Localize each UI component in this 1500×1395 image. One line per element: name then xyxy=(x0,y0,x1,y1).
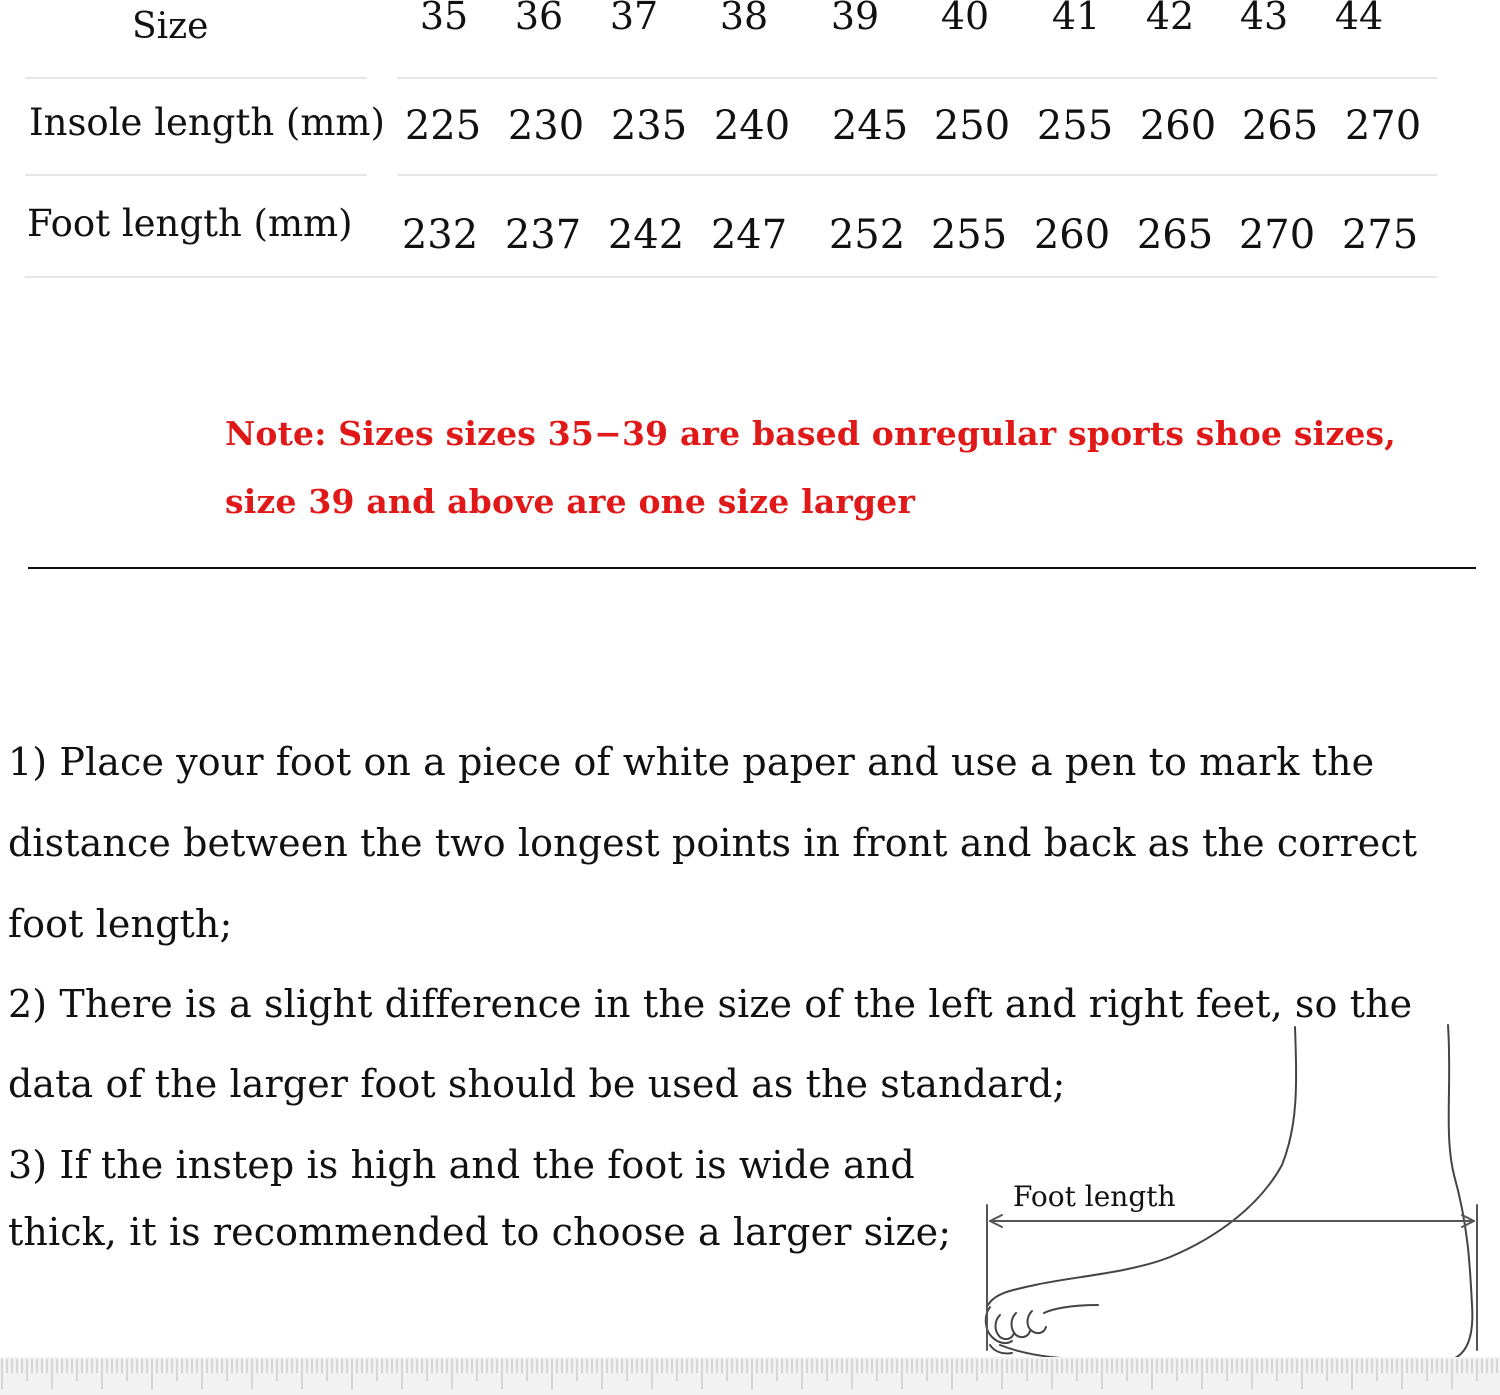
size-cell: 39 xyxy=(830,0,880,38)
insole-cell: 230 xyxy=(507,103,585,149)
insole-cell: 225 xyxy=(404,103,482,149)
insole-cell: 265 xyxy=(1241,103,1319,149)
foot-cell: 232 xyxy=(401,212,479,258)
instruction-line: 2) There is a slight difference in the size of the left and right feet, so the xyxy=(8,982,1413,1026)
size-row-label: Size xyxy=(132,6,209,47)
size-cell: 36 xyxy=(514,0,564,38)
instruction-line: 1) Place your foot on a piece of white paper and use a pen to mark the xyxy=(8,740,1375,784)
foot-cell: 247 xyxy=(710,212,788,258)
insole-cell: 250 xyxy=(933,103,1011,149)
foot-cell: 237 xyxy=(504,212,582,258)
instruction-line: thick, it is recommended to choose a larger size; xyxy=(8,1210,952,1254)
foot-length-label: Foot length xyxy=(1013,1180,1176,1213)
insole-cell: 240 xyxy=(713,103,791,149)
insole-cell: 235 xyxy=(610,103,688,149)
size-cell: 40 xyxy=(940,0,990,38)
foot-row-label: Foot length (mm) xyxy=(27,202,353,245)
insole-row-label: Insole length (mm) xyxy=(29,101,385,144)
size-cell: 41 xyxy=(1051,0,1101,38)
foot-cell: 255 xyxy=(930,212,1008,258)
table-rule xyxy=(367,276,1437,278)
insole-cell: 245 xyxy=(831,103,909,149)
size-cell: 35 xyxy=(419,0,469,38)
size-cell: 38 xyxy=(719,0,769,38)
size-cell: 42 xyxy=(1145,0,1195,38)
instruction-line: data of the larger foot should be used as the standard; xyxy=(8,1062,1066,1106)
foot-cell: 242 xyxy=(607,212,685,258)
table-rule xyxy=(397,174,1437,176)
foot-cell: 260 xyxy=(1033,212,1111,258)
note-line: Note: Sizes sizes 35−39 are based onregular sports shoe sizes, xyxy=(225,414,1396,453)
ruler-strip-icon xyxy=(0,1357,1500,1395)
insole-cell: 260 xyxy=(1139,103,1217,149)
table-rule xyxy=(397,77,1437,79)
size-cell: 43 xyxy=(1239,0,1289,38)
table-rule xyxy=(25,276,367,278)
size-cell: 37 xyxy=(609,0,659,38)
section-divider xyxy=(28,567,1476,569)
foot-cell: 252 xyxy=(828,212,906,258)
instruction-line: distance between the two longest points in front and back as the correct xyxy=(8,821,1418,865)
instruction-line: foot length; xyxy=(8,902,233,946)
foot-cell: 270 xyxy=(1238,212,1316,258)
table-rule xyxy=(25,174,367,176)
instruction-line: 3) If the instep is high and the foot is wide and xyxy=(8,1143,915,1187)
size-cell: 44 xyxy=(1334,0,1384,38)
foot-cell: 265 xyxy=(1136,212,1214,258)
insole-cell: 270 xyxy=(1344,103,1422,149)
note-line: size 39 and above are one size larger xyxy=(225,482,916,521)
insole-cell: 255 xyxy=(1036,103,1114,149)
table-rule xyxy=(25,77,367,79)
foot-cell: 275 xyxy=(1341,212,1419,258)
